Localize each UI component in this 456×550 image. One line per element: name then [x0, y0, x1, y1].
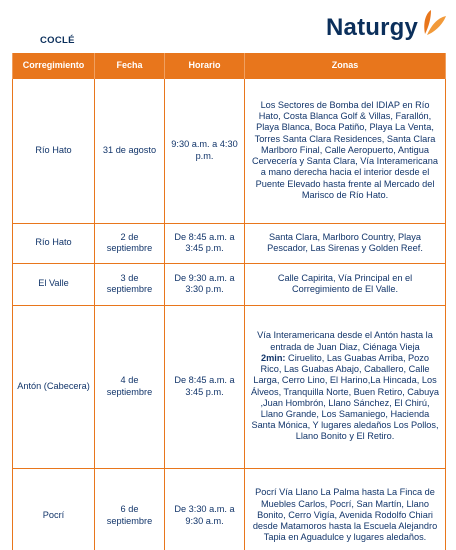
- cell-fecha: 4 de septiembre: [95, 305, 165, 468]
- header-corregimiento: Corregimiento: [13, 53, 95, 78]
- naturgy-logo: [326, 8, 448, 44]
- cell-horario: De 8:45 a.m. a 3:45 p.m.: [165, 305, 245, 468]
- table-row: [13, 468, 446, 550]
- table-row: [13, 223, 446, 263]
- cell-horario: De 3:30 a.m. a 9:30 a.m.: [165, 468, 245, 550]
- region-title: COCLÉ: [40, 35, 75, 46]
- table-row: [13, 263, 446, 305]
- cell-fecha: 2 de septiembre: [95, 223, 165, 263]
- table-row: [13, 305, 446, 468]
- zonas-label: 2min:: [260, 352, 286, 363]
- schedule-table: [12, 53, 446, 550]
- header-horario: Horario: [165, 53, 245, 78]
- cell-corregimiento: El Valle: [13, 263, 95, 305]
- table-row: [13, 78, 446, 223]
- cell-zonas: Los Sectores de Bomba del IDIAP en Río Hato, Costa Blanca Golf & Villas, Farallón, Playa Blanca, Boca Patiño, Playa La Venta, Torres Santa Clara Residences, Santa Clara Marlboro Final, Calle Aeropuerto, Antigua Cervecería y Santa Clara, Vía Interamericana a mano derecha hacia el interior desde el Puente Elevado hasta frente al Mercado del Marisco de Río Hato.: [245, 78, 446, 223]
- cell-corregimiento: Río Hato: [13, 223, 95, 263]
- cell-fecha: 3 de septiembre: [95, 263, 165, 305]
- zonas-intro: Vía Interamericana desde el Antón hasta la entrada de Juan Diaz, Ciénaga Vieja: [257, 330, 433, 352]
- cell-horario: 9:30 a.m. a 4:30 p.m.: [165, 78, 245, 223]
- table-header-row: [13, 53, 446, 78]
- cell-corregimiento: Antón (Cabecera): [13, 305, 95, 468]
- cell-zonas: [245, 305, 446, 468]
- cell-zonas: Santa Clara, Marlboro Country, Playa Pescador, Las Sirenas y Golden Reef.: [245, 223, 446, 263]
- header-fecha: Fecha: [95, 53, 165, 78]
- butterfly-icon: [419, 8, 447, 38]
- cell-corregimiento: Río Hato: [13, 78, 95, 223]
- cell-fecha: 6 de septiembre: [95, 468, 165, 550]
- cell-corregimiento: Pocrí: [13, 468, 95, 550]
- cell-zonas: Pocrí Vía Llano La Palma hasta La Finca de Muebles Carlos, Pocrí, San Martín, Llano Bonito, Cerro Vigía, Avenida Rodolfo Chiari desde Matamoros hasta la Escuela Alejandro Tapia en Aguadulce y lugares aledaños.: [245, 468, 446, 550]
- cell-fecha: 31 de agosto: [95, 78, 165, 223]
- zonas-rest: Ciruelito, Las Guabas Arriba, Pozo Rico, Las Guabas Abajo, Caballero, Calle Larga, Cerro Lino, El Harino,La Hincada, Los Álveos, Tranquilla Norte, Buen Retiro, Cabuya ,Juan Hombrón, Llano Sánchez, El Chirú, Llano Grande, Los Samaniego, Hacienda Santa Mónica, Y lugares aledaños Los Pollos, Llano Bonito y El Retiro.: [251, 352, 439, 442]
- cell-horario: De 8:45 a.m. a 3:45 p.m.: [165, 223, 245, 263]
- header-zonas: Zonas: [245, 53, 446, 78]
- cell-zonas: Calle Capirita, Vía Principal en el Corregimiento de El Valle.: [245, 263, 446, 305]
- cell-horario: De 9:30 a.m. a 3:30 p.m.: [165, 263, 245, 305]
- brand-name: Naturgy: [326, 14, 419, 41]
- zonas-detail: [251, 353, 439, 443]
